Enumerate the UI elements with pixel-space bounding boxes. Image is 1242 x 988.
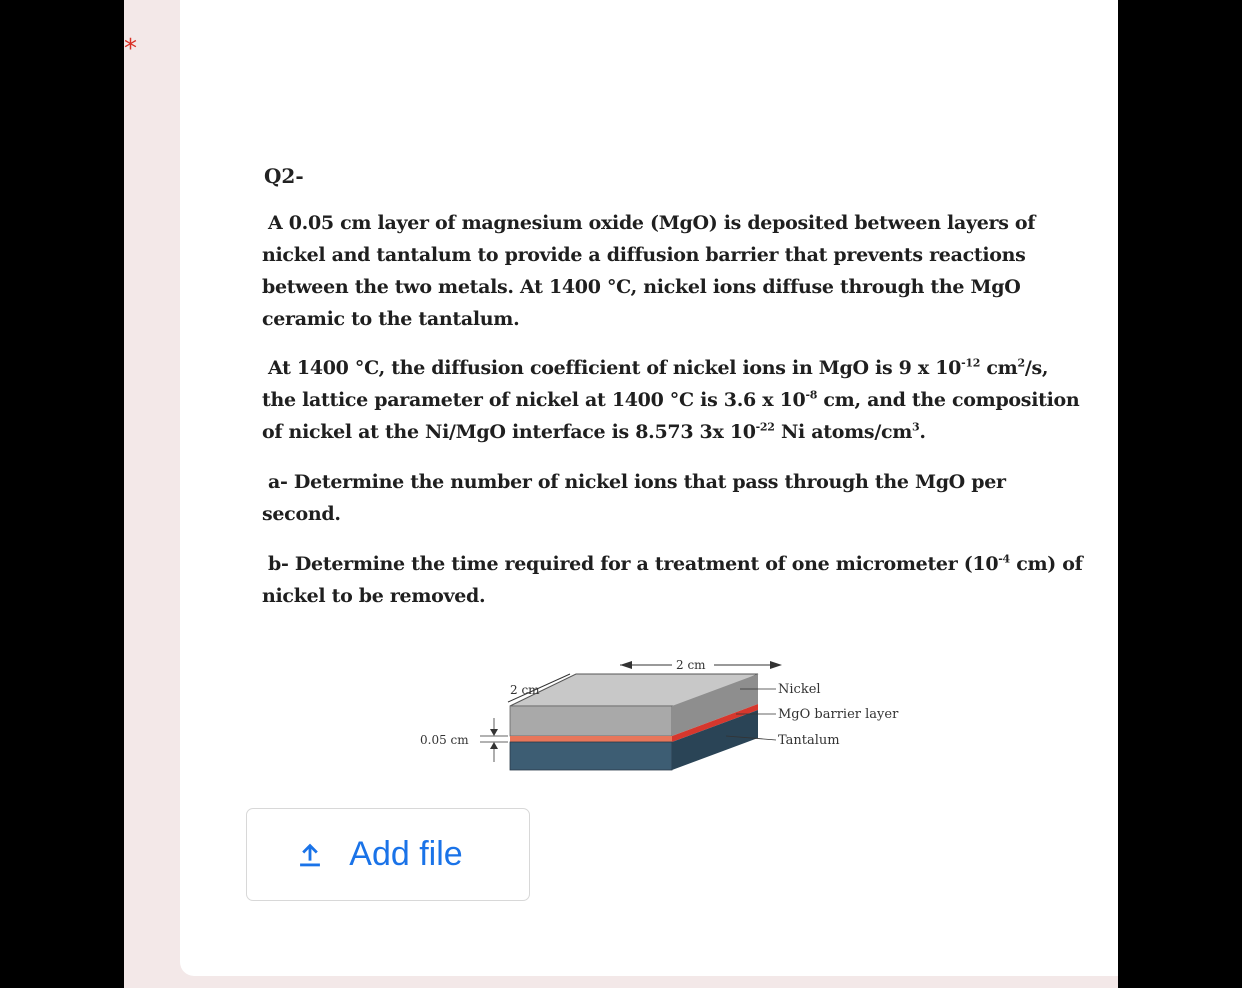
text: At 1400 °C, the diffusion coefficient of nickel ions in MgO is 9 x 10 xyxy=(268,357,962,379)
paragraph-line: ceramic to the tantalum. xyxy=(262,308,520,330)
paragraph-line: between the two metals. At 1400 °C, nickel ions diffuse through the MgO xyxy=(262,276,1021,298)
mgo-label: MgO barrier layer xyxy=(778,707,899,722)
exponent: 3 xyxy=(912,420,920,434)
paragraph-line xyxy=(262,548,1083,580)
paragraph-line: a- Determine the number of nickel ions that pass through the MgO per xyxy=(268,471,1006,493)
arrow-head xyxy=(490,742,498,749)
nickel-front-face xyxy=(510,706,672,736)
side-dimension-label: 2 cm xyxy=(510,683,540,697)
paragraph-line xyxy=(262,416,1079,448)
paragraph-line: second. xyxy=(262,503,341,525)
exponent: -4 xyxy=(998,552,1010,566)
tantalum-front-face xyxy=(510,742,672,770)
paragraph-line xyxy=(262,352,1079,384)
add-file-button[interactable] xyxy=(246,808,530,901)
exponent: 2 xyxy=(1017,356,1025,370)
nickel-label: Nickel xyxy=(778,682,821,697)
text: Ni atoms/cm xyxy=(774,421,913,443)
paragraph-line: nickel to be removed. xyxy=(262,585,486,607)
text: b- Determine the time required for a treatment of one micrometer (10 xyxy=(268,553,999,575)
exponent: -8 xyxy=(805,388,818,402)
text: cm) of xyxy=(1009,553,1083,575)
text: /s, xyxy=(1024,357,1049,379)
text: cm xyxy=(980,357,1018,379)
paragraph-line xyxy=(262,384,1079,416)
question-number: Q2- xyxy=(264,164,304,188)
diffusion-barrier-diagram xyxy=(410,652,930,782)
tantalum-label: Tantalum xyxy=(778,733,840,748)
text: . xyxy=(919,421,926,443)
arrow-head xyxy=(770,661,782,669)
thickness-label: 0.05 cm xyxy=(420,733,469,747)
top-dimension-label: 2 cm xyxy=(676,658,706,672)
arrow-head xyxy=(490,729,498,736)
mgo-front-layer xyxy=(510,736,672,742)
arrow-head xyxy=(620,661,632,669)
question-paragraph-2 xyxy=(262,352,1079,448)
part-a xyxy=(262,466,1006,530)
text: the lattice parameter of nickel at 1400 °C is 3.6 x 10 xyxy=(262,389,806,411)
required-marker: * xyxy=(124,34,137,64)
paragraph-line: nickel and tantalum to provide a diffusion barrier that prevents reactions xyxy=(262,244,1026,266)
upload-icon xyxy=(293,838,327,872)
exponent: -22 xyxy=(755,420,775,434)
question-paragraph-1 xyxy=(262,207,1035,335)
text: cm, and the composition xyxy=(817,389,1080,411)
paragraph-line: A 0.05 cm layer of magnesium oxide (MgO) is deposited between layers of xyxy=(268,212,1036,234)
add-file-label: Add file xyxy=(349,835,463,873)
exponent: -12 xyxy=(961,356,981,370)
part-b xyxy=(262,548,1083,612)
text: of nickel at the Ni/MgO interface is 8.573 3x 10 xyxy=(262,421,756,443)
